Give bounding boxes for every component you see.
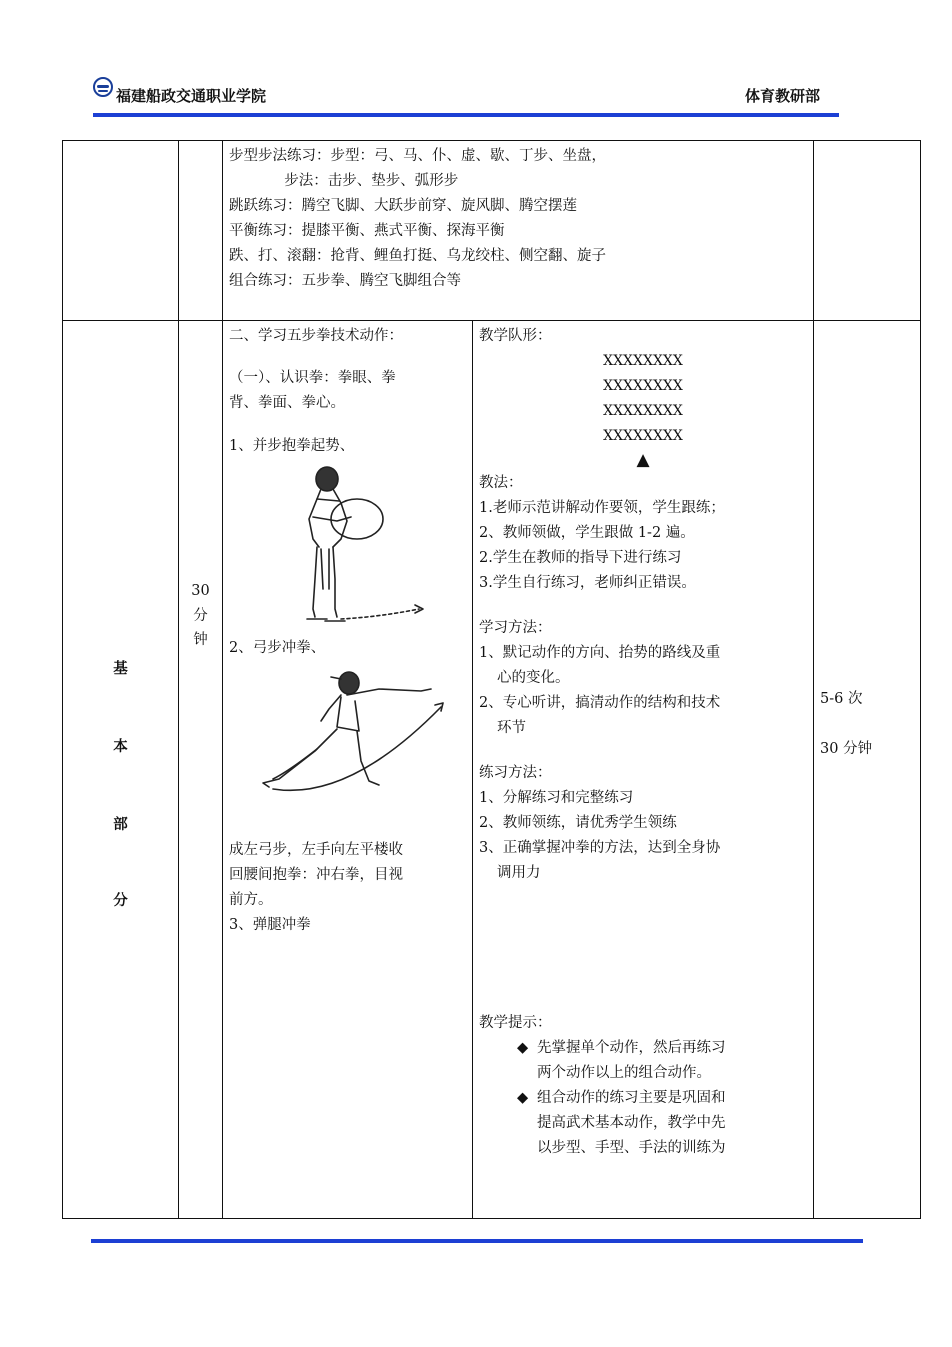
time-cell bbox=[179, 321, 223, 1219]
time-text: 分 bbox=[193, 608, 208, 624]
content-text: 成左弓步，左手向左平楼收 bbox=[229, 842, 403, 858]
practice-item: 2、教师领练，请优秀学生领练 bbox=[479, 815, 677, 831]
exercise-line: 步法：击步、垫步、弧形步 bbox=[229, 173, 459, 189]
method-item: 3.学生自行练习，老师纠正错误。 bbox=[479, 575, 696, 591]
method-item: 2.学生在教师的指导下进行练习 bbox=[479, 550, 682, 566]
section-label-cell bbox=[63, 141, 179, 321]
exercise-line: 平衡练习：提膝平衡、燕式平衡、探海平衡 bbox=[229, 223, 505, 239]
step-1-label: 1、并步抱拳起势、 bbox=[229, 438, 355, 454]
tip-text: 以步型、手型、手法的训练为 bbox=[537, 1140, 726, 1156]
content-cell bbox=[223, 321, 473, 1219]
practice-item-cont: 调用力 bbox=[497, 865, 541, 881]
method-item: 1.老师示范讲解动作要领，学生跟练； bbox=[479, 500, 725, 516]
method-title: 教法： bbox=[479, 475, 523, 491]
header-divider bbox=[93, 113, 839, 117]
exercise-line: 跌、打、滚翻：抢背、鲤鱼打挺、乌龙绞柱、侧空翻、旋子 bbox=[229, 248, 606, 264]
learning-item-cont: 环节 bbox=[497, 720, 526, 736]
school-name: 福建船政交通职业学院 bbox=[116, 87, 267, 105]
formation-row: XXXXXXXX bbox=[603, 378, 683, 394]
diamond-bullet-icon: ◆ bbox=[517, 1090, 529, 1106]
exercise-line: 步型步法练习：步型：弓、马、仆、虚、歇、丁步、坐盘， bbox=[229, 148, 606, 164]
content-text: 前方。 bbox=[229, 892, 273, 908]
load-cell bbox=[814, 141, 921, 321]
learning-item-cont: 心的变化。 bbox=[497, 670, 570, 686]
formation-title: 教学队形： bbox=[479, 328, 552, 344]
load-reps: 5-6 次 bbox=[820, 691, 863, 707]
tip-item bbox=[479, 1086, 807, 1161]
formation-row: XXXXXXXX bbox=[603, 428, 683, 444]
method-item: 2、教师领做，学生跟做 1-2 遍。 bbox=[479, 525, 695, 541]
tip-item bbox=[479, 1036, 807, 1086]
tip-text: 提高武术基本动作，教学中先 bbox=[537, 1115, 726, 1131]
main-part-table bbox=[62, 320, 921, 1219]
content-text: （一）、认识拳：拳眼、拳 bbox=[229, 370, 396, 386]
time-text: 30 bbox=[191, 583, 210, 599]
content-text: 背、拳面、拳心。 bbox=[229, 395, 345, 411]
tip-text: 两个动作以上的组合动作。 bbox=[537, 1065, 711, 1081]
step-3-label: 3、弹腿冲拳 bbox=[229, 917, 311, 933]
content-text: 回腰间抱拳：冲右拳，目视 bbox=[229, 867, 403, 883]
load-cell bbox=[814, 321, 921, 1219]
school-logo-icon bbox=[93, 77, 113, 97]
section-label-char: 部 bbox=[113, 817, 128, 833]
tips-title: 教学提示： bbox=[479, 1015, 552, 1031]
load-duration: 30 分钟 bbox=[820, 741, 873, 757]
teacher-position-icon: ▲ bbox=[636, 450, 650, 470]
exercise-list-cell bbox=[223, 141, 814, 321]
section-label-char: 本 bbox=[113, 739, 128, 755]
section-label-cell bbox=[63, 321, 179, 1219]
learning-title: 学习方法： bbox=[479, 620, 552, 636]
learning-item: 2、专心听讲，搞清动作的结构和技术 bbox=[479, 695, 721, 711]
footer-divider bbox=[91, 1239, 863, 1243]
content-title: 二、学习五步拳技术动作： bbox=[229, 328, 403, 344]
section-label-char: 基 bbox=[113, 661, 128, 677]
time-cell bbox=[179, 141, 223, 321]
tip-text: 组合动作的练习主要是巩固和 bbox=[537, 1090, 726, 1106]
learning-item: 1、默记动作的方向、抬势的路线及重 bbox=[479, 645, 721, 661]
exercise-line: 组合练习：五步拳、腾空飞脚组合等 bbox=[229, 273, 461, 289]
section-label-char: 分 bbox=[113, 893, 128, 909]
figure-parallel-step-illustration bbox=[229, 459, 465, 627]
prep-exercise-table bbox=[62, 140, 921, 321]
formation-row: XXXXXXXX bbox=[603, 403, 683, 419]
time-text: 钟 bbox=[193, 632, 208, 648]
page-header bbox=[93, 73, 838, 117]
tip-text: 先掌握单个动作，然后再练习 bbox=[537, 1040, 726, 1056]
organization-cell bbox=[473, 321, 814, 1219]
formation-row: XXXXXXXX bbox=[603, 353, 683, 369]
step-2-label: 2、弓步冲拳、 bbox=[229, 640, 326, 656]
practice-item: 1、分解练习和完整练习 bbox=[479, 790, 634, 806]
diamond-bullet-icon: ◆ bbox=[517, 1040, 529, 1056]
figure-bow-stance-punch-illustration bbox=[229, 661, 465, 829]
department-name: 体育教研部 bbox=[744, 87, 820, 105]
practice-title: 练习方法： bbox=[479, 765, 552, 781]
practice-item: 3、正确掌握冲拳的方法，达到全身协 bbox=[479, 840, 721, 856]
exercise-line: 跳跃练习：腾空飞脚、大跃步前穿、旋风脚、腾空摆莲 bbox=[229, 198, 577, 214]
